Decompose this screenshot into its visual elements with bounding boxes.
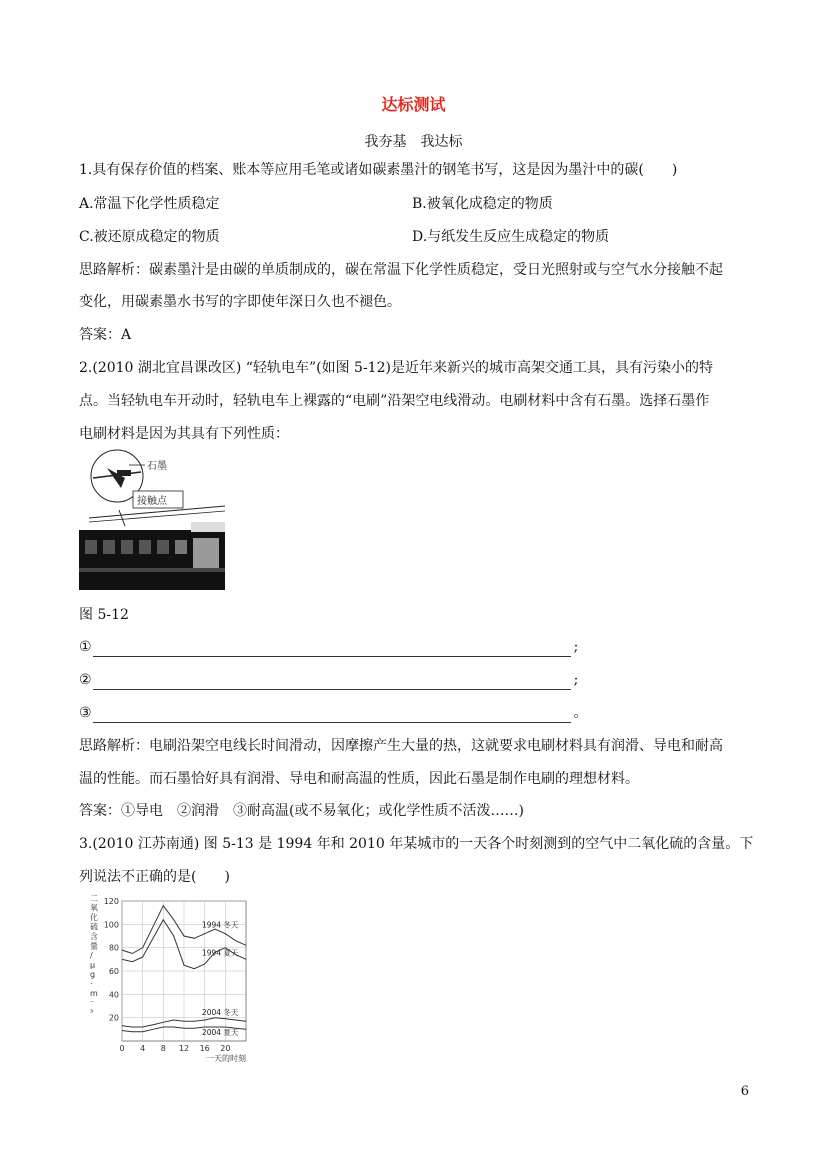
y-tick-label: 80 bbox=[108, 943, 119, 953]
y-tick-label: 100 bbox=[103, 920, 119, 930]
x-tick-label: 12 bbox=[178, 1044, 190, 1053]
x-tick-label: 20 bbox=[220, 1044, 231, 1053]
x-tick-label: 8 bbox=[160, 1044, 166, 1053]
answer-blank-3[interactable] bbox=[79, 703, 588, 723]
blank-end-2: ; bbox=[573, 672, 579, 688]
y-tick-label: 20 bbox=[108, 1013, 119, 1023]
q2-analysis-cont: 温的性能。而石墨恰好具有润滑、导电和耐高温的性质，因此石墨是制作电刷的理想材料。 bbox=[79, 771, 639, 787]
q3-stem: 3.(2010 江苏南通) 图 5-13 是 1994 年和 2010 年某城市的一天各个时刻测到的空气中二氧化硫的含量。下 bbox=[79, 836, 754, 852]
blank-end-1: ; bbox=[573, 639, 579, 655]
series-label-0: 1994 冬天 bbox=[201, 920, 239, 930]
y-tick-label: 120 bbox=[103, 897, 119, 906]
light-rail-photo bbox=[79, 448, 225, 590]
q2-stem-cont2: 电刷材料是因为其具有下列性质： bbox=[79, 426, 289, 442]
contact-point-label: 接触点 bbox=[137, 496, 167, 507]
answer-blank-1[interactable] bbox=[79, 637, 578, 657]
chart-ylabel: 二氧化硫含量/ μ g · m ⁻ ³ bbox=[90, 894, 98, 1017]
q2-stem-cont: 点。当轻轨电车开动时，轻轨电车上裸露的“电刷”沿架空电线滑动。电刷材料中含有石墨。选择石墨作 bbox=[79, 393, 710, 409]
blank-line-2[interactable] bbox=[93, 675, 571, 690]
page-number: 6 bbox=[740, 1084, 749, 1099]
q2-analysis: 思路解析：电刷沿架空电线长时间滑动，因摩擦产生大量的热，这就要求电刷材料具有润滑、导电和耐高 bbox=[79, 738, 723, 754]
blank-line-3[interactable] bbox=[93, 708, 571, 723]
blank-end-3: 。 bbox=[573, 705, 588, 721]
y-tick-label: 40 bbox=[108, 990, 119, 1000]
q3-stem-cont: 列说法不正确的是( ) bbox=[79, 869, 230, 885]
q1-option-a: A.常温下化学性质稳定 bbox=[79, 196, 220, 212]
x-tick-label: 4 bbox=[140, 1044, 146, 1053]
q2-answer: 答案：①导电 ②润滑 ③耐高温(或不易氧化；或化学性质不活泼……) bbox=[79, 803, 524, 819]
x-tick-label: 0 bbox=[119, 1044, 125, 1053]
blank-line-1[interactable] bbox=[93, 642, 571, 657]
q1-analysis: 思路解析：碳素墨汁是由碳的单质制成的，碳在常温下化学性质稳定，受日光照射或与空气水分接触不起 bbox=[79, 262, 723, 278]
page-title: 达标测试 bbox=[381, 95, 446, 114]
figure-caption: 图 5-12 bbox=[79, 607, 129, 623]
series-label-1: 1994 夏天 bbox=[201, 948, 239, 958]
q1-option-d: D.与纸发生反应生成稳定的物质 bbox=[412, 229, 610, 245]
answer-blank-2[interactable] bbox=[79, 670, 578, 690]
page-subtitle: 我夯基 我达标 bbox=[364, 134, 463, 150]
q1-option-c: C.被还原成稳定的物质 bbox=[79, 229, 220, 245]
q1-answer: 答案：A bbox=[79, 327, 132, 343]
blank-mark-1: ① bbox=[79, 639, 92, 655]
so2-line-chart bbox=[86, 891, 256, 1063]
series-label-2: 2004 冬天 bbox=[201, 1007, 239, 1017]
blank-mark-2: ② bbox=[79, 672, 92, 688]
x-tick-label: 16 bbox=[199, 1044, 210, 1053]
blank-mark-3: ③ bbox=[79, 705, 92, 721]
y-tick-label: 60 bbox=[108, 967, 119, 976]
series-label-3: 2004 夏天 bbox=[201, 1028, 239, 1037]
graphite-label: 石墨 bbox=[147, 461, 167, 472]
q1-stem: 1.具有保存价值的档案、账本等应用毛笔或诸如碳素墨汁的钢笔书写，这是因为墨汁中的碳( ) bbox=[79, 162, 678, 178]
q2-stem: 2.(2010 湖北宜昌课改区) “轻轨电车”(如图 5-12)是近年来新兴的城市高架交通工具，具有污染小的特 bbox=[79, 360, 713, 376]
q1-option-b: B.被氧化成稳定的物质 bbox=[412, 196, 553, 212]
chart-xlabel: 一天的时刻 bbox=[206, 1054, 246, 1063]
q1-analysis-cont: 变化，用碳素墨水书写的字即使年深日久也不褪色。 bbox=[79, 294, 401, 310]
